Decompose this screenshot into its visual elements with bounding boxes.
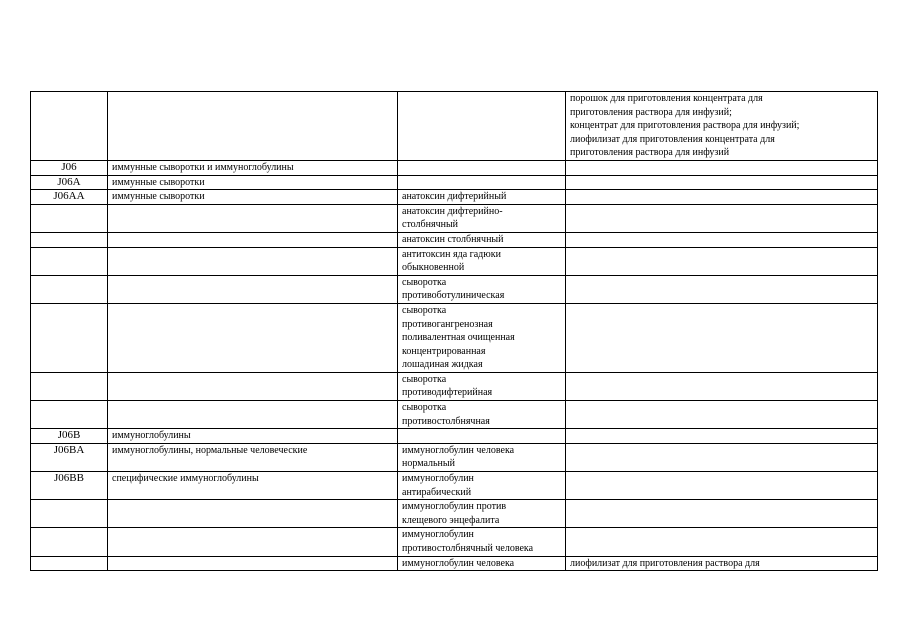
table-row [31, 472, 878, 500]
dosage-form-cell [566, 303, 878, 372]
atc-code-cell [31, 401, 108, 429]
atc-code-cell: J06B [31, 429, 108, 444]
table-row [31, 372, 878, 400]
drug-name-cell [398, 429, 566, 444]
group-name-cell: иммунные сыворотки и иммуноглобулины [108, 160, 398, 175]
table-row [31, 429, 878, 444]
atc-code-cell: J06 [31, 160, 108, 175]
group-name-cell [108, 303, 398, 372]
drug-name-cell: анатоксин столбнячный [398, 232, 566, 247]
table-body [31, 92, 878, 571]
drug-name-cell: анатоксин дифтерийный [398, 190, 566, 205]
atc-code-cell [31, 92, 108, 161]
group-name-cell [108, 372, 398, 400]
drug-classification-table [30, 91, 878, 571]
dosage-form-cell [566, 175, 878, 190]
table-row [31, 556, 878, 571]
atc-code-cell [31, 556, 108, 571]
drug-name-cell: анатоксин дифтерийно- столбнячный [398, 204, 566, 232]
dosage-form-cell [566, 401, 878, 429]
group-name-cell [108, 556, 398, 571]
drug-name-cell: иммуноглобулин антирабический [398, 472, 566, 500]
table-row [31, 528, 878, 556]
atc-code-cell [31, 372, 108, 400]
group-name-cell [108, 275, 398, 303]
table-row [31, 232, 878, 247]
dosage-form-cell [566, 247, 878, 275]
atc-code-cell: J06BA [31, 443, 108, 471]
drug-name-cell: иммуноглобулин человека [398, 556, 566, 571]
drug-name-cell [398, 175, 566, 190]
dosage-form-cell [566, 204, 878, 232]
table-row [31, 401, 878, 429]
dosage-form-cell: лиофилизат для приготовления раствора для [566, 556, 878, 571]
atc-code-cell [31, 303, 108, 372]
group-name-cell [108, 247, 398, 275]
table-row [31, 247, 878, 275]
drug-name-cell [398, 92, 566, 161]
atc-code-cell [31, 232, 108, 247]
dosage-form-cell [566, 232, 878, 247]
table-row [31, 275, 878, 303]
table-row [31, 204, 878, 232]
table-row [31, 303, 878, 372]
dosage-form-cell [566, 528, 878, 556]
atc-code-cell: J06AA [31, 190, 108, 205]
group-name-cell: иммунные сыворотки [108, 175, 398, 190]
atc-code-cell: J06BB [31, 472, 108, 500]
drug-name-cell: сыворотка противостолбнячная [398, 401, 566, 429]
drug-name-cell [398, 160, 566, 175]
drug-name-cell: сыворотка противоботулиническая [398, 275, 566, 303]
group-name-cell: иммунные сыворотки [108, 190, 398, 205]
dosage-form-cell [566, 500, 878, 528]
group-name-cell [108, 204, 398, 232]
drug-name-cell: иммуноглобулин против клещевого энцефалита [398, 500, 566, 528]
dosage-form-cell [566, 160, 878, 175]
table-row [31, 160, 878, 175]
dosage-form-cell [566, 190, 878, 205]
drug-name-cell: сыворотка противогангренозная поливалентная очищенная концентрированная лошадиная жидкая [398, 303, 566, 372]
atc-code-cell [31, 275, 108, 303]
dosage-form-cell [566, 443, 878, 471]
group-name-cell: иммуноглобулины, нормальные человеческие [108, 443, 398, 471]
dosage-form-cell [566, 372, 878, 400]
drug-name-cell: иммуноглобулин противостолбнячный человека [398, 528, 566, 556]
atc-code-cell [31, 528, 108, 556]
dosage-form-cell: порошок для приготовления концентрата для приготовления раствора для инфузий; концентрат для приготовления раствора для инфузий; лиофилизат для приготовления концентрата для приготовления раствора для инфузий [566, 92, 878, 161]
table-row [31, 500, 878, 528]
group-name-cell: специфические иммуноглобулины [108, 472, 398, 500]
table-row [31, 92, 878, 161]
group-name-cell [108, 92, 398, 161]
group-name-cell [108, 401, 398, 429]
table-row [31, 443, 878, 471]
dosage-form-cell [566, 429, 878, 444]
group-name-cell: иммуноглобулины [108, 429, 398, 444]
drug-name-cell: иммуноглобулин человека нормальный [398, 443, 566, 471]
dosage-form-cell [566, 275, 878, 303]
drug-name-cell: сыворотка противодифтерийная [398, 372, 566, 400]
atc-code-cell [31, 247, 108, 275]
drug-name-cell: антитоксин яда гадюки обыкновенной [398, 247, 566, 275]
table-row [31, 190, 878, 205]
atc-code-cell: J06A [31, 175, 108, 190]
atc-code-cell [31, 204, 108, 232]
group-name-cell [108, 500, 398, 528]
group-name-cell [108, 528, 398, 556]
dosage-form-cell [566, 472, 878, 500]
table-row [31, 175, 878, 190]
group-name-cell [108, 232, 398, 247]
atc-code-cell [31, 500, 108, 528]
